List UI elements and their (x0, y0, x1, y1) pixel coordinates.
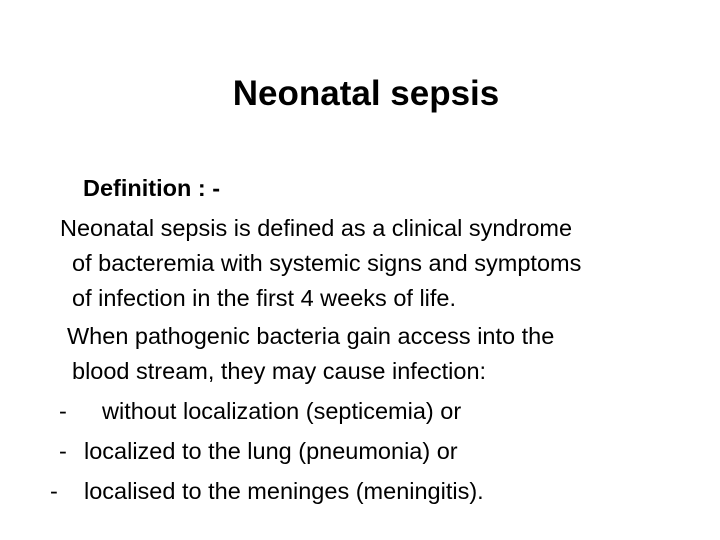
paragraph1-line2: of bacteremia with systemic signs and symptoms (72, 250, 582, 276)
paragraph1-line3: of infection in the first 4 weeks of life. (72, 285, 457, 311)
list-item-text: without localization (septicemia) or (102, 398, 462, 424)
definition-heading: Definition : - (83, 175, 221, 201)
list-item-text: localized to the lung (pneumonia) or (84, 438, 458, 464)
paragraph2-line1: When pathogenic bacteria gain access into the (67, 323, 555, 349)
list-item-marker: - (59, 398, 67, 424)
list-item-text: localised to the meninges (meningitis). (84, 478, 484, 504)
paragraph1-line1: Neonatal sepsis is defined as a clinical syndrome (60, 215, 573, 241)
paragraph2-line2: blood stream, they may cause infection: (72, 358, 487, 384)
list-item-marker: - (59, 438, 67, 464)
list-item-marker: - (50, 478, 58, 504)
slide-title: Neonatal sepsis (232, 74, 500, 113)
